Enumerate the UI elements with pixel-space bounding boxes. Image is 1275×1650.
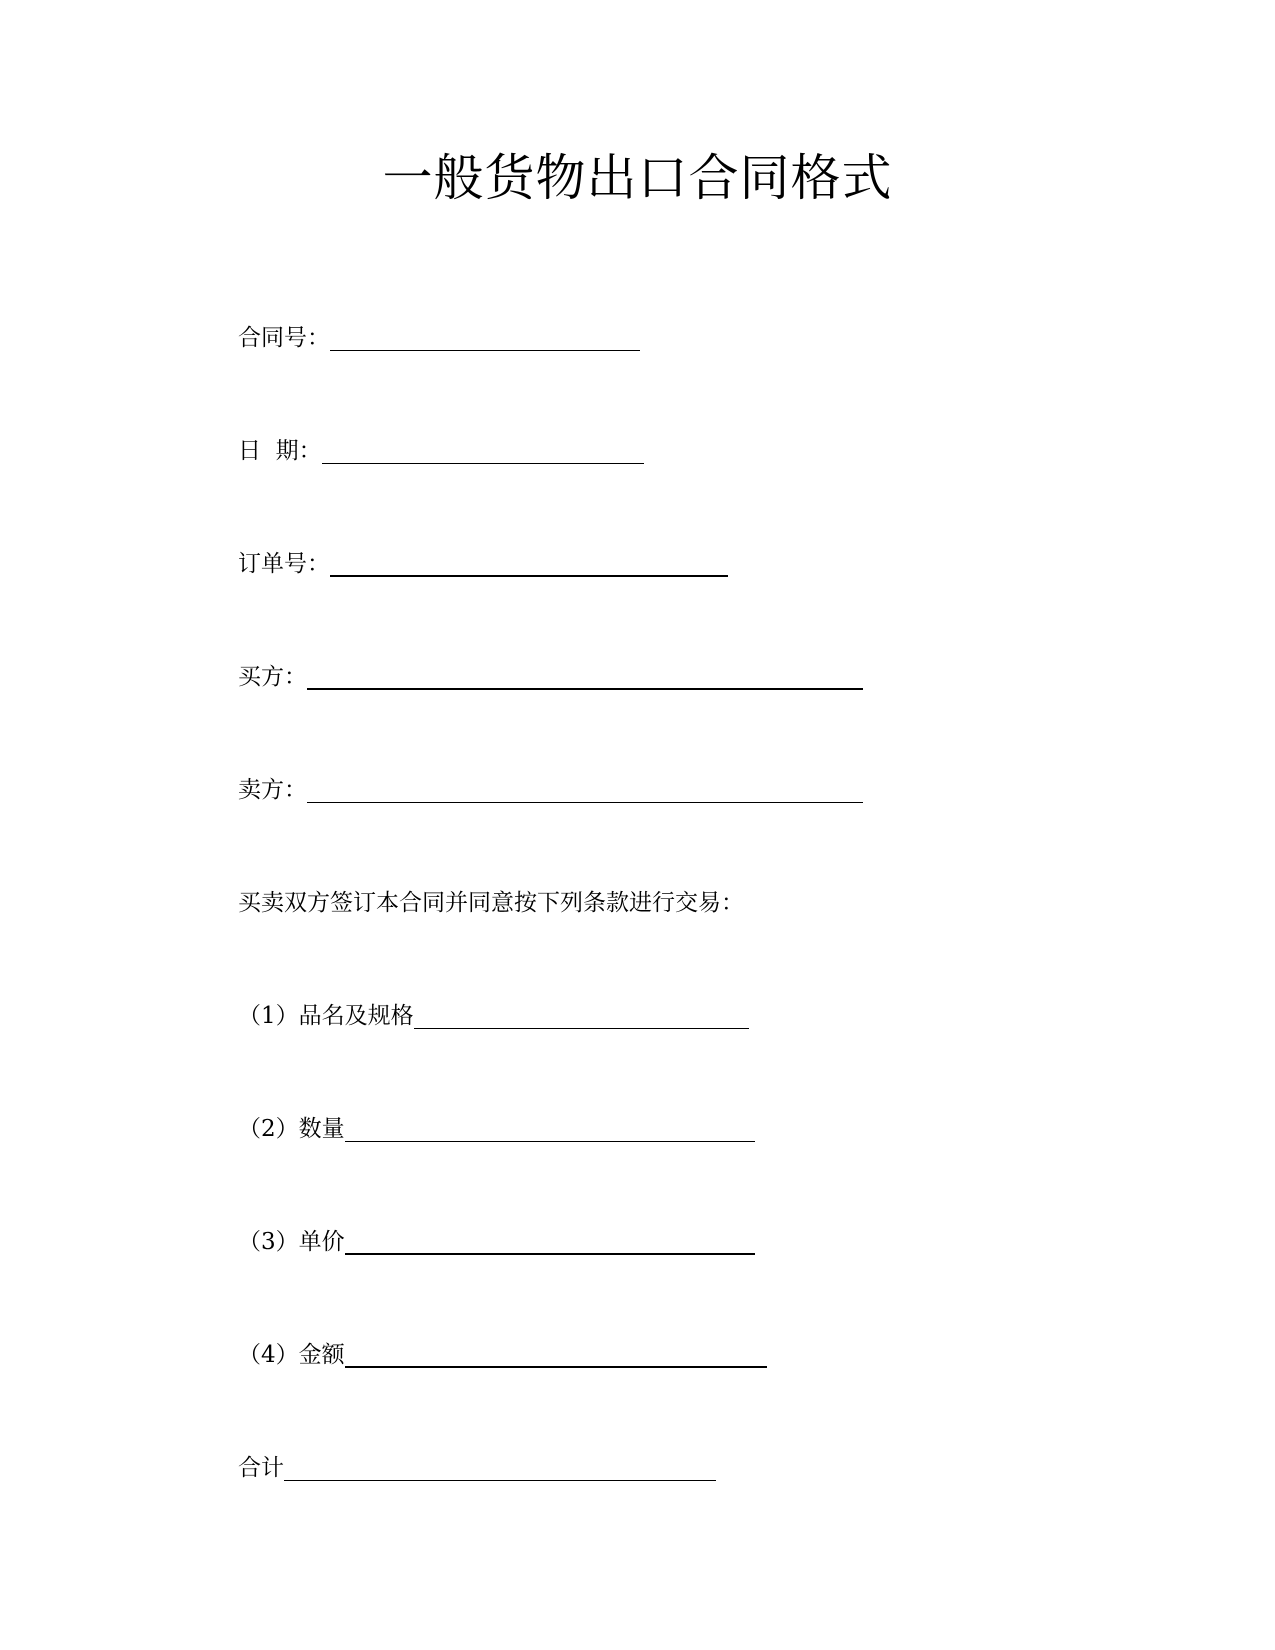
unit-price-blank[interactable]: [345, 1223, 755, 1255]
total-blank[interactable]: [284, 1450, 716, 1481]
page-title: 一般货物出口合同格式: [382, 149, 893, 207]
item-name-spec-blank[interactable]: [414, 998, 749, 1029]
date-row: [238, 432, 644, 466]
amount-blank[interactable]: [345, 1336, 767, 1368]
unit-price-label: （3）单价: [238, 1229, 345, 1255]
date-blank[interactable]: [322, 433, 644, 464]
seller-row: [238, 771, 863, 805]
unit-price-row: [238, 1223, 755, 1257]
item-name-spec-label: （1）品名及规格: [238, 1003, 414, 1029]
amount-row: [238, 1336, 767, 1370]
seller-blank[interactable]: [307, 772, 863, 803]
order-number-blank[interactable]: [330, 545, 728, 577]
date-label: 日 期：: [238, 438, 322, 464]
quantity-label: （2）数量: [238, 1116, 345, 1142]
intro-text: 买卖双方签订本合同并同意按下列条款进行交易：: [238, 890, 744, 916]
buyer-blank[interactable]: [307, 658, 863, 690]
item-name-spec-row: [238, 997, 749, 1031]
quantity-row: [238, 1110, 755, 1144]
contract-number-blank[interactable]: [330, 320, 640, 351]
order-number-label: 订单号：: [238, 551, 330, 577]
contract-number-row: [238, 319, 640, 353]
seller-label: 卖方：: [238, 777, 307, 803]
total-label: 合计: [238, 1455, 284, 1481]
buyer-row: [238, 658, 863, 692]
quantity-blank[interactable]: [345, 1111, 755, 1142]
contract-number-label: 合同号：: [238, 325, 330, 351]
buyer-label: 买方：: [238, 664, 307, 690]
amount-label: （4）金额: [238, 1342, 345, 1368]
order-number-row: [238, 545, 728, 579]
total-row: [238, 1449, 716, 1483]
